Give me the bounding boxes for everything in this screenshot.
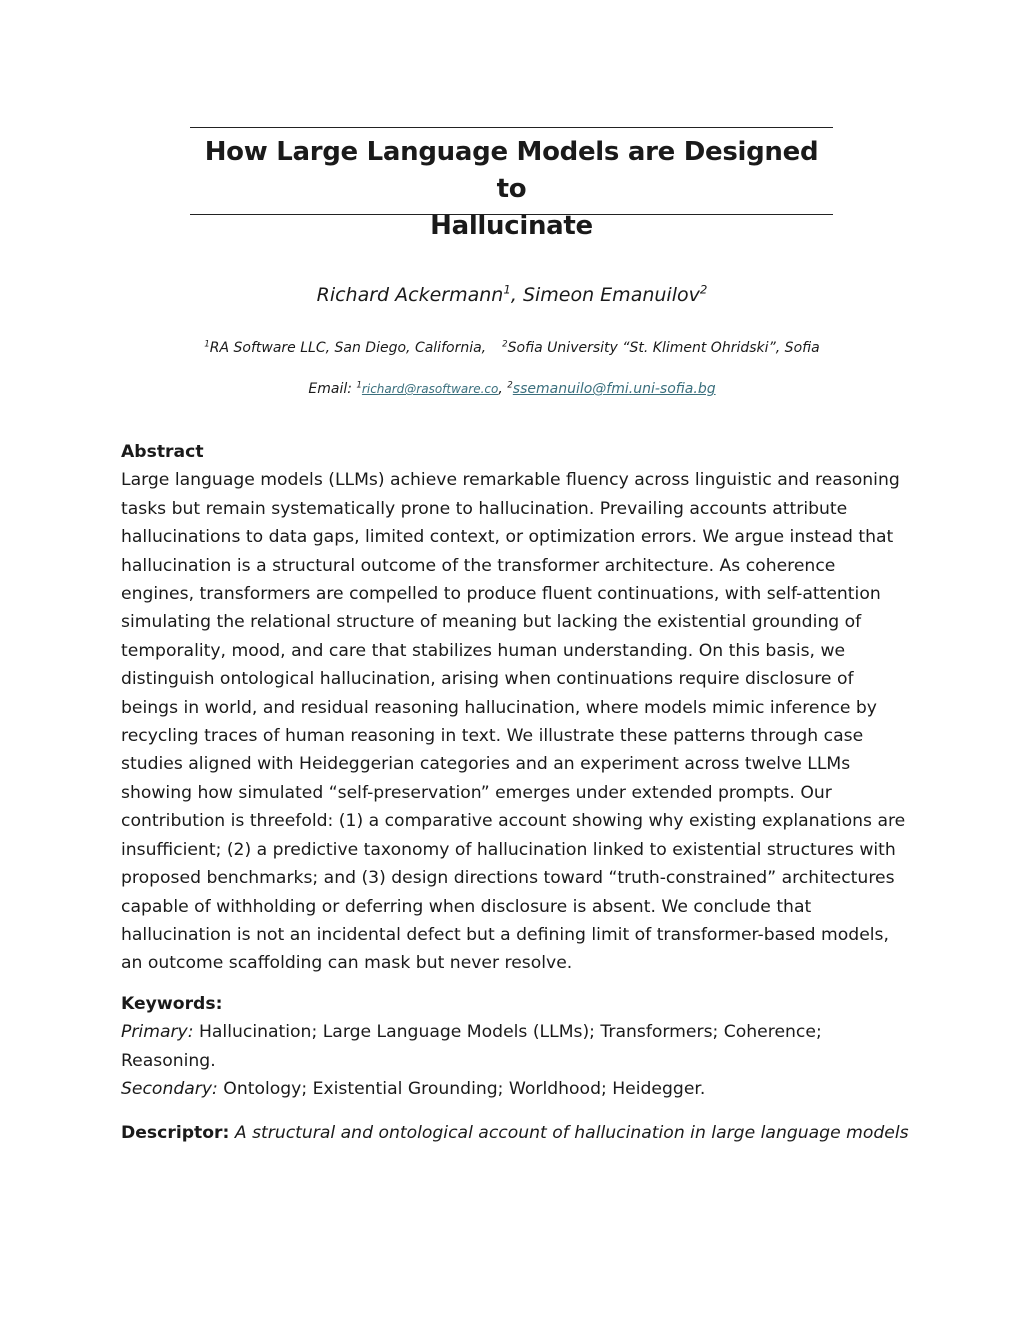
email-link-2[interactable]: ssemanuilo@fmi.uni-sofia.bg bbox=[512, 381, 716, 397]
abstract-line: simulating the relational structure of meaning but lacking the existential grounding of bbox=[121, 612, 862, 633]
keywords-secondary-label: Secondary: bbox=[121, 1079, 218, 1100]
abstract-line: distinguish ontological hallucination, arising when continuations require disclosure of bbox=[121, 669, 854, 690]
abstract-heading: Abstract bbox=[121, 442, 204, 462]
abstract-line: showing how simulated “self-preservation” emerges under extended prompts. Our bbox=[121, 782, 832, 803]
affiliation-2: Sofia University “St. Kliment Ohridski”, Sofia bbox=[507, 340, 820, 356]
title-top-rule bbox=[190, 127, 833, 128]
abstract-line: hallucination is a structural outcome of the transformer architecture. As coherence bbox=[121, 555, 836, 576]
abstract-line: studies aligned with Heideggerian categories and an experiment across twelve LLMs bbox=[121, 754, 851, 775]
keywords-primary-line-2: Reasoning. bbox=[121, 1050, 216, 1071]
abstract-line: an outcome scaffolding can mask but never resolve. bbox=[121, 953, 573, 974]
abstract-line: hallucinations to data gaps, limited context, or optimization errors. We argue instead that bbox=[121, 527, 894, 548]
abstract-line: Large language models (LLMs) achieve remarkable fluency across linguistic and reasoning bbox=[121, 470, 900, 491]
abstract-text bbox=[121, 466, 906, 977]
author-separator: , bbox=[510, 284, 523, 306]
abstract-line: tasks but remain systematically prone to hallucination. Prevailing accounts attribute bbox=[121, 498, 848, 519]
affiliation-1-mark: 1 bbox=[204, 339, 210, 350]
abstract-line: beings in world, and residual reasoning hallucination, where models mimic inference by bbox=[121, 697, 877, 718]
abstract-line: proposed benchmarks; and (3) design directions toward “truth-constrained” architectures bbox=[121, 868, 895, 889]
keywords-primary-text: Hallucination; Large Language Models (LLMs); Transformers; Coherence; bbox=[193, 1022, 822, 1043]
email-label: Email: bbox=[308, 381, 357, 397]
affiliations bbox=[0, 337, 1024, 359]
abstract-line: temporality, mood, and care that stabilizes human understanding. On this basis, we bbox=[121, 640, 846, 661]
keywords-secondary-text: Ontology; Existential Grounding; Worldhood; Heidegger. bbox=[217, 1079, 706, 1100]
keywords-primary bbox=[121, 1018, 906, 1103]
title-bottom-rule bbox=[190, 214, 833, 215]
email-1-mark: 1 bbox=[356, 380, 362, 391]
email-link-1[interactable]: richard@rasoftware.co bbox=[361, 382, 499, 396]
abstract-line: engines, transformers are compelled to produce fluent continuations, with self-attention bbox=[121, 584, 881, 605]
abstract-line: insufficient; (2) a predictive taxonomy of hallucination linked to existential structures with bbox=[121, 839, 896, 860]
keywords-heading: Keywords: bbox=[121, 994, 223, 1014]
title-line-2: Hallucinate bbox=[430, 211, 593, 241]
title-line-1: How Large Language Models are Designed to bbox=[204, 137, 819, 204]
descriptor-line bbox=[121, 1119, 909, 1147]
paper-title bbox=[190, 134, 833, 245]
descriptor-label: Descriptor: bbox=[121, 1123, 230, 1143]
email-2-mark: 2 bbox=[507, 380, 513, 391]
keywords-secondary-line bbox=[121, 1075, 906, 1103]
abstract-line: hallucination is not an incidental defect but a defining limit of transformer-based models, bbox=[121, 924, 889, 945]
abstract-line: recycling traces of human reasoning in text. We illustrate these patterns through case bbox=[121, 726, 864, 747]
descriptor-text: A structural and ontological account of hallucination in large language models bbox=[229, 1123, 909, 1143]
author-1-affil-mark: 1 bbox=[503, 282, 511, 297]
affiliation-1: RA Software LLC, San Diego, California, bbox=[209, 340, 487, 356]
keywords-primary-line-1 bbox=[121, 1018, 906, 1046]
author-2-affil-mark: 2 bbox=[699, 282, 708, 297]
descriptor-section bbox=[121, 1119, 909, 1147]
abstract-line: contribution is threefold: (1) a comparative account showing why existing explanations are bbox=[121, 811, 906, 832]
abstract-line: capable of withholding or deferring when disclosure is absent. We conclude that bbox=[121, 896, 812, 917]
email-separator: , bbox=[498, 381, 508, 397]
author-1: Richard Ackermann bbox=[316, 284, 504, 306]
abstract-section bbox=[121, 438, 906, 978]
keywords-primary-label: Primary: bbox=[121, 1022, 194, 1043]
keywords-section bbox=[121, 990, 906, 1104]
author-2: Simeon Emanuilov bbox=[522, 284, 700, 306]
authors bbox=[0, 281, 1024, 309]
affiliation-2-mark: 2 bbox=[502, 339, 508, 350]
email-line bbox=[0, 378, 1024, 400]
